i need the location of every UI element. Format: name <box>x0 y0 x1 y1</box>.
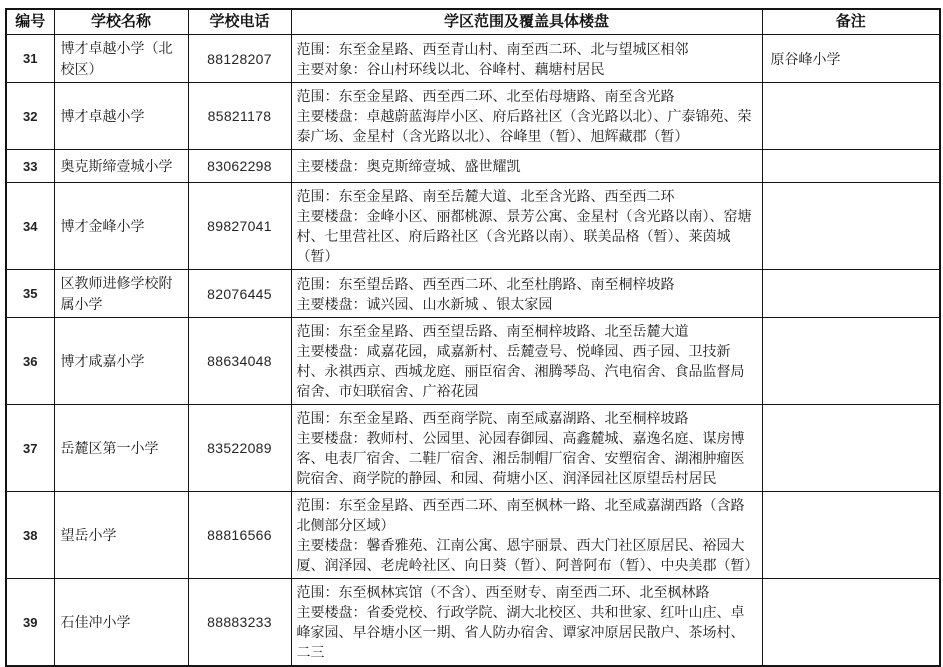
header-school-phone: 学校电话 <box>188 9 291 35</box>
zone-line: 主要楼盘：省委党校、行政学院、湖大北校区、共和世家、红叶山庄、卓峰家园、早谷塘小区一期、省人防办宿舍、谭家冲原居民散户、茶场村、二三 <box>296 604 745 660</box>
district-scope-cell <box>291 35 762 83</box>
table-row <box>6 183 940 270</box>
district-scope-cell <box>291 83 762 150</box>
table-header <box>6 9 940 35</box>
row-number-cell: 32 <box>6 83 54 150</box>
school-name-cell: 岳麓区第一小学 <box>54 405 188 492</box>
school-name-cell: 博才金峰小学 <box>54 183 188 270</box>
school-phone-cell: 83062298 <box>188 150 291 183</box>
header-id: 编号 <box>6 9 54 35</box>
school-phone-cell: 82076445 <box>188 270 291 318</box>
table-row <box>6 579 940 667</box>
table-row <box>6 270 940 318</box>
zone-line: 范围：东至枫林宾馆（不含）、西至财专、南至西二环、北至枫林路 <box>296 584 710 600</box>
district-scope-cell <box>291 405 762 492</box>
zone-line: 范围：东至金星路、西至西二环、北至佑母塘路、南至含光路 <box>296 88 675 104</box>
row-number-cell: 31 <box>6 35 54 83</box>
table-row <box>6 35 940 83</box>
remarks-cell <box>762 183 940 270</box>
zone-line: 范围：东至金星路、西至望岳路、南至桐梓坡路、北至岳麓大道 <box>296 323 689 339</box>
school-phone-cell: 88128207 <box>188 35 291 83</box>
zone-line: 主要楼盘：诚兴园、山水新城 、银太家园 <box>296 295 553 312</box>
school-name-cell: 奥克斯缔壹城小学 <box>54 150 188 183</box>
district-scope-cell <box>291 318 762 405</box>
district-scope-cell <box>291 270 762 318</box>
table-body <box>6 35 940 667</box>
row-number-cell: 38 <box>6 492 54 579</box>
zone-line: 范围：东至望岳路、西至西二环、北至杜鹃路、南至桐梓坡路 <box>296 275 675 292</box>
zone-line: 主要楼盘：教师村、公园里、沁园春御园、高鑫麓城、嘉逸名庭、谋房博客、电表厂宿舍、二鞋厂宿舍、湘岳制帽厂宿舍、安塑宿舍、湖湘肿瘤医院宿舍、商学院的静园、和园、荷塘小区、润泽园社区原望岳村居民 <box>296 430 745 486</box>
school-phone-cell: 89827041 <box>188 183 291 270</box>
remarks-cell <box>762 318 940 405</box>
zone-line: 范围：东至金星路、西至青山村、南至西二环、北与望城区相邻 <box>296 40 689 57</box>
district-scope-cell <box>291 150 762 183</box>
school-name-cell: 区教师进修学校附属小学 <box>54 270 188 318</box>
row-number-cell: 39 <box>6 579 54 667</box>
remarks-cell <box>762 270 940 318</box>
zone-line: 主要楼盘：奥克斯缔壹城、盛世耀凯 <box>296 158 521 174</box>
header-row <box>6 9 940 35</box>
district-scope-cell <box>291 183 762 270</box>
row-number-cell: 37 <box>6 405 54 492</box>
school-phone-cell: 85821178 <box>188 83 291 150</box>
school-name-cell: 石佳冲小学 <box>54 579 188 667</box>
school-name-cell: 博才咸嘉小学 <box>54 318 188 405</box>
school-phone-cell: 88883233 <box>188 579 291 667</box>
table-row <box>6 405 940 492</box>
district-scope-cell <box>291 579 762 667</box>
table-row <box>6 492 940 579</box>
zone-line: 范围：东至金星路、西至商学院、南至咸嘉湖路、北至桐梓坡路 <box>296 410 689 426</box>
school-phone-cell: 88634048 <box>188 318 291 405</box>
remarks-cell <box>762 150 940 183</box>
header-remarks: 备注 <box>762 9 940 35</box>
remarks-cell: 原谷峰小学 <box>762 35 940 83</box>
row-number-cell: 33 <box>6 150 54 183</box>
remarks-cell <box>762 579 940 667</box>
row-number-cell: 34 <box>6 183 54 270</box>
school-name-cell: 博才卓越小学 <box>54 83 188 150</box>
header-district-scope: 学区范围及覆盖具体楼盘 <box>291 9 762 35</box>
zone-line: 主要楼盘：卓越蔚蓝海岸小区、府后路社区（含光路以北）、广泰锦苑、荣泰广场、金星村（含光路以北）、谷峰里（暂）、旭辉藏郡（暂） <box>296 108 752 144</box>
school-district-table <box>5 8 941 667</box>
remarks-cell <box>762 492 940 579</box>
header-school-name: 学校名称 <box>54 9 188 35</box>
remarks-cell <box>762 405 940 492</box>
zone-line: 主要对象：谷山村环线以北、谷峰村、藕塘村居民 <box>296 60 605 77</box>
zone-line: 范围：东至金星路、西至西二环、南至枫林一路、北至咸嘉湖西路（含路北侧部分区域） <box>296 497 745 533</box>
school-phone-cell: 83522089 <box>188 405 291 492</box>
row-number-cell: 36 <box>6 318 54 405</box>
zone-line: 主要楼盘：金峰小区、丽都桃源、景芳公寓、金星村（含光路以南）、窑塘村、七里营社区、府后路社区（含光路以南）、联美品格（暂）、莱茵城（暂） <box>296 208 752 264</box>
remarks-cell <box>762 83 940 150</box>
row-number-cell: 35 <box>6 270 54 318</box>
district-scope-cell <box>291 492 762 579</box>
zone-line: 范围：东至金星路、南至岳麓大道、北至含光路、西至西二环 <box>296 188 675 204</box>
table-row <box>6 318 940 405</box>
school-name-cell: 望岳小学 <box>54 492 188 579</box>
table-row <box>6 150 940 183</box>
school-phone-cell: 88816566 <box>188 492 291 579</box>
zone-line: 主要楼盘：咸嘉花园，咸嘉新村、岳麓壹号、悦峰园、西子园、卫技新村、永祺西京、西城龙庭、丽臣宿舍、湘腾琴岛、汽电宿舍、食品监督局宿舍、市妇联宿舍、广裕花园 <box>296 343 745 399</box>
table-row <box>6 83 940 150</box>
zone-line: 主要楼盘：馨香雅苑、江南公寓、恩宇丽景、西大门社区原居民、裕园大厦、润泽园、老虎岭社区、向日葵（暂）、阿普阿布（暂）、中央美郡（暂） <box>296 537 759 573</box>
school-name-cell: 博才卓越小学（北校区） <box>54 35 188 83</box>
